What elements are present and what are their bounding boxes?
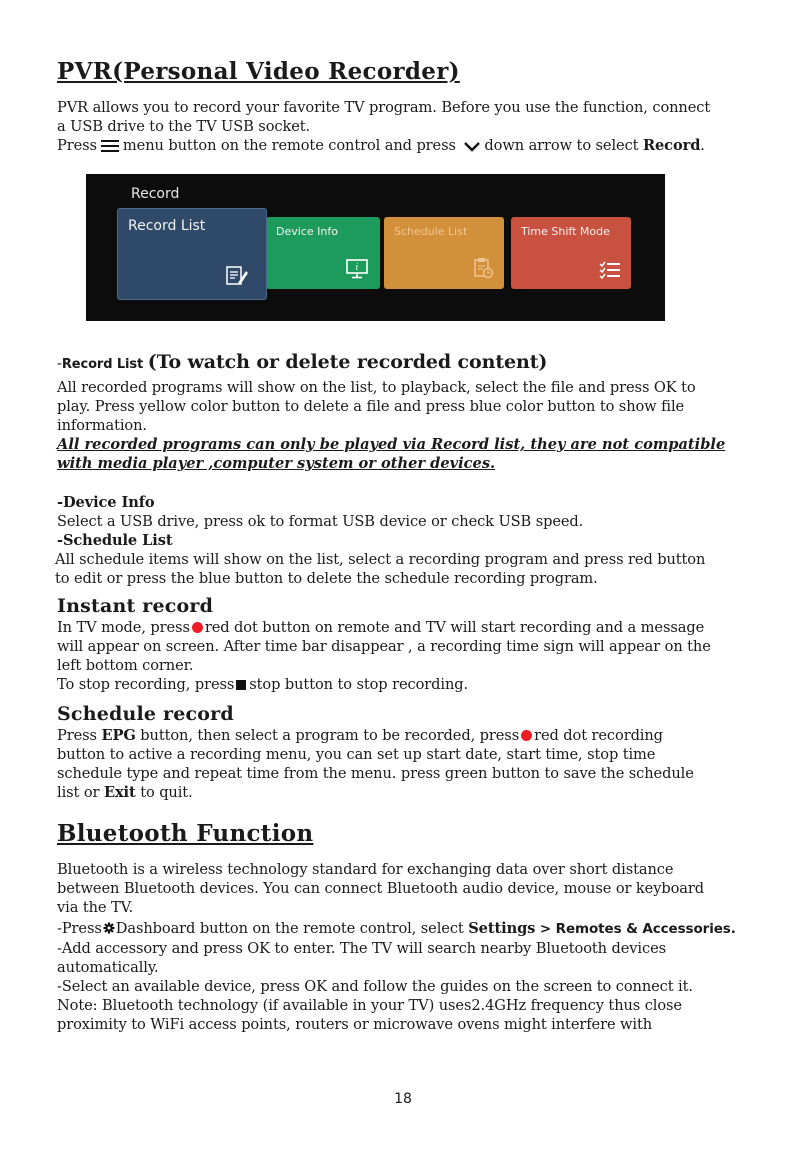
text-segment: In TV mode, press — [57, 619, 190, 636]
pvr-intro-line-3 — [57, 136, 757, 155]
text-segment: . — [700, 137, 705, 154]
remotes-accessories-keyword: > Remotes & Accessories. — [539, 921, 736, 937]
bluetooth-line-8: Note: Bluetooth technology (if available in your TV) uses2.4GHz frequency thus close — [57, 997, 682, 1014]
red-dot-icon — [521, 730, 532, 741]
text-segment: menu button on the remote control and press — [122, 137, 456, 154]
tile-label: Schedule List — [394, 225, 468, 238]
clipboard-clock-icon — [472, 257, 494, 279]
record-list-warning-1: All recorded programs can only be played via Record list, they are not compatible — [57, 436, 726, 453]
text-segment: stop button to stop recording. — [249, 676, 469, 693]
pvr-title: PVR(Personal Video Recorder) — [57, 58, 460, 85]
text-segment: Press — [57, 137, 97, 154]
page-number: 18 — [394, 1091, 412, 1107]
text-segment: button, then select a program to be recorded, press — [140, 727, 520, 744]
bluetooth-line-9: proximity to WiFi access points, routers or microwave ovens might interfere with — [57, 1016, 653, 1033]
bluetooth-line-5: -Add accessory and press OK to enter. The TV will search nearby Bluetooth devices — [57, 940, 666, 957]
instant-record-line-1 — [57, 618, 757, 637]
record-menu-title: Record — [131, 186, 180, 202]
record-list-warning-2: with media player ,computer system or other devices. — [57, 455, 496, 472]
bluetooth-title: Bluetooth Function — [57, 820, 314, 847]
epg-keyword: EPG — [101, 727, 136, 744]
schedule-list-line-2: to edit or press the blue button to delete the schedule recording program. — [55, 570, 598, 587]
device-info-label: -Device Info — [57, 494, 155, 511]
schedule-record-line-2: button to active a recording menu, you can set up start date, start time, stop time — [57, 746, 656, 763]
text-segment: to quit. — [140, 784, 193, 801]
device-info-line-1: Select a USB drive, press ok to format USB device or check USB speed. — [57, 513, 584, 530]
tile-label: Time Shift Mode — [521, 225, 610, 238]
settings-keyword: Settings — [468, 920, 536, 937]
record-list-line-3: information. — [57, 417, 147, 434]
record-keyword: Record — [642, 137, 701, 154]
text-segment: down arrow to select — [484, 137, 639, 154]
instant-record-line-4 — [57, 675, 757, 694]
svg-text:i: i — [355, 263, 359, 273]
schedule-record-line-1 — [57, 726, 757, 745]
bluetooth-line-7: -Select an available device, press OK and follow the guides on the screen to connect it. — [57, 978, 693, 995]
device-info-heading — [57, 493, 757, 512]
text-segment: Dashboard button on the remote control, select — [115, 920, 464, 937]
bluetooth-line-3: via the TV. — [57, 899, 134, 916]
pvr-intro-line-1: PVR allows you to record your favorite TV program. Before you use the function, connect — [57, 99, 711, 116]
record-list-subhead: (To watch or delete recorded content) — [147, 351, 548, 373]
bluetooth-line-6: automatically. — [57, 959, 159, 976]
schedule-record-heading: Schedule record — [57, 703, 234, 725]
schedule-list-heading — [57, 531, 757, 550]
bluetooth-line-1: Bluetooth is a wireless technology standard for exchanging data over short distance — [57, 861, 674, 878]
instant-record-line-2: will appear on screen. After time bar disappear , a recording time sign will appear on the — [57, 638, 711, 655]
text-segment: red dot recording — [534, 727, 663, 744]
schedule-list-label: -Schedule List — [57, 532, 173, 549]
text-segment: -Press — [57, 920, 102, 937]
schedule-record-line-3: schedule type and repeat time from the menu. press green button to save the schedule — [57, 765, 694, 782]
record-list-line-1: All recorded programs will show on the list, to playback, select the file and press OK to — [57, 379, 696, 396]
red-dot-icon — [192, 622, 203, 633]
checklist-icon — [599, 261, 621, 279]
record-list-heading — [57, 349, 757, 378]
edit-list-icon — [225, 265, 249, 287]
tile-label: Device Info — [276, 225, 338, 238]
pvr-intro-line-2: a USB drive to the TV USB socket. — [57, 118, 311, 135]
text-segment: Press — [57, 727, 97, 744]
chevron-down-icon — [463, 141, 481, 153]
record-menu-screenshot — [86, 174, 665, 321]
monitor-info-icon — [346, 259, 368, 279]
record-list-label: Record List — [61, 357, 144, 372]
tile-schedule-list[interactable] — [384, 217, 504, 289]
gear-icon — [103, 922, 115, 934]
text-segment: - — [57, 355, 62, 372]
text-segment: list or — [57, 784, 100, 801]
tile-label: Record List — [128, 218, 206, 234]
schedule-list-line-1: All schedule items will show on the list, select a recording program and press red button — [55, 551, 706, 568]
instant-record-line-3: left bottom corner. — [57, 657, 194, 674]
tile-time-shift-mode[interactable] — [511, 217, 631, 289]
instant-record-heading: Instant record — [57, 595, 214, 617]
bluetooth-line-4 — [57, 919, 757, 939]
stop-icon — [236, 680, 246, 690]
record-list-line-2: play. Press yellow color button to delete a file and press blue color button to show file — [57, 398, 685, 415]
menu-icon — [100, 139, 120, 153]
exit-keyword: Exit — [103, 784, 136, 801]
schedule-record-line-4 — [57, 783, 757, 802]
text-segment: To stop recording, press — [57, 676, 235, 693]
tile-record-list[interactable] — [117, 208, 267, 300]
bluetooth-line-2: between Bluetooth devices. You can connect Bluetooth audio device, mouse or keyboard — [57, 880, 704, 897]
text-segment: red dot button on remote and TV will start recording and a message — [204, 619, 705, 636]
tile-device-info[interactable] — [266, 217, 380, 289]
